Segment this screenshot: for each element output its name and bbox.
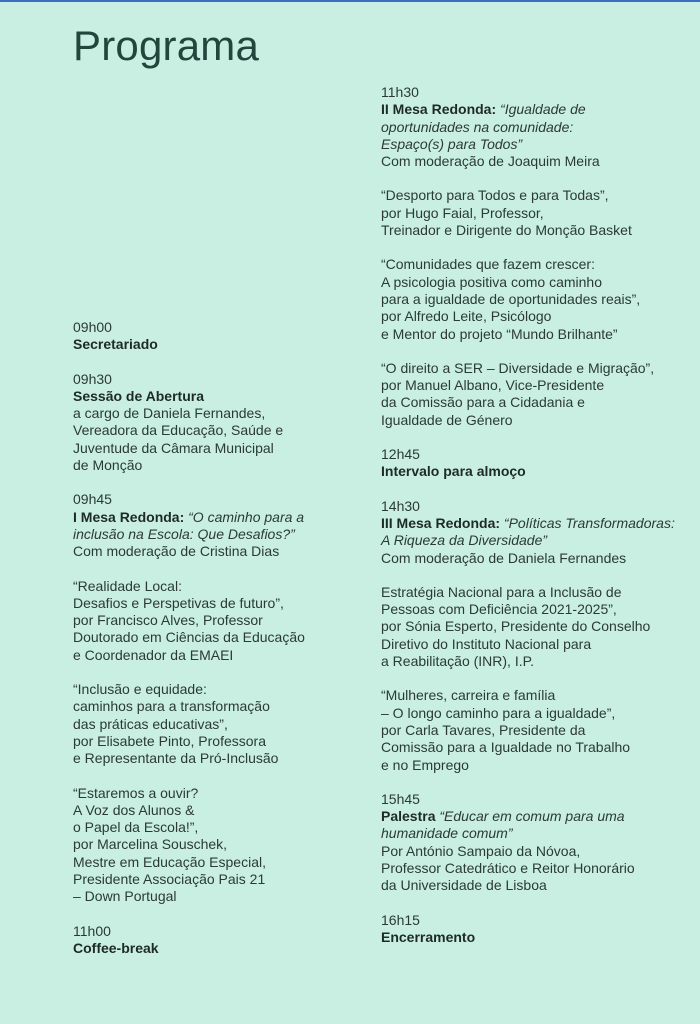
schedule-column-left [73, 319, 358, 974]
talk-line: A psicologia positiva como caminho [381, 273, 603, 290]
talk-line: Igualdade de Género [381, 411, 513, 428]
item-heading-line [73, 509, 358, 526]
item-time: 16h15 [381, 911, 420, 928]
schedule-item [73, 319, 358, 354]
item-time: 14h30 [381, 497, 420, 514]
detail-line: a cargo de Daniela Fernandes, [73, 405, 266, 422]
item-heading: I Mesa Redonda: [73, 508, 185, 525]
talk-item [73, 578, 358, 664]
item-heading: II Mesa Redonda: [381, 101, 497, 118]
schedule-item [73, 923, 358, 958]
item-subtitle: oportunidades na comunidade: [381, 118, 574, 135]
page-title: Programa [73, 22, 260, 69]
talk-line: por Marcelina Souschek, [73, 836, 228, 853]
detail-line: da Universidade de Lisboa [381, 877, 547, 894]
detail-line: Com moderação de Joaquim Meira [381, 153, 600, 170]
talk-line: – O longo caminho para a igualdade”, [381, 704, 616, 721]
detail-line: Com moderação de Cristina Dias [73, 543, 280, 560]
item-time: 09h00 [73, 319, 112, 335]
talk-line: e Representante da Pró-Inclusão [73, 750, 279, 767]
schedule-item [381, 446, 691, 481]
talk-line: Pessoas com Deficiência 2021-2025”, [381, 601, 617, 618]
item-subtitle: Espaço(s) para Todos” [381, 135, 523, 152]
talk-line: e Mentor do projeto “Mundo Brilhante” [381, 325, 618, 342]
detail-line: Professor Catedrático e Reitor Honorário [381, 859, 635, 876]
talk-line: e no Emprego [381, 756, 469, 773]
talk-line: por Manuel Albano, Vice-Presidente [381, 377, 605, 394]
talk-line: “Desporto para Todos e para Todas”, [381, 187, 609, 204]
talk-line: para a igualdade de oportunidades reais”, [381, 290, 641, 307]
talk-line: Desafios e Perspetivas de futuro”, [73, 594, 284, 611]
talk-line: A Voz dos Alunos & [73, 801, 195, 818]
item-subtitle: humanidade comum” [381, 825, 513, 842]
item-heading: Coffee-break [73, 939, 159, 956]
talk-line: “Mulheres, carreira e família [381, 687, 556, 704]
talk-line: da Comissão para a Cidadania e [381, 394, 585, 411]
talk-line: Treinador e Dirigente do Monção Basket [381, 222, 632, 239]
item-details [73, 405, 358, 474]
detail-line: Vereadora da Educação, Saúde e [73, 422, 284, 439]
talk-line: o Papel da Escola!”, [73, 819, 199, 836]
schedule-item [73, 371, 358, 475]
talk-line: por Hugo Faial, Professor, [381, 204, 544, 221]
talk-line: “Inclusão e equidade: [73, 681, 207, 698]
item-heading-line [381, 101, 691, 118]
talk-line: por Francisco Alves, Professor [73, 612, 263, 629]
item-heading: Sessão de Abertura [73, 387, 204, 404]
talk-item [381, 187, 691, 239]
talk-line: por Elisabete Pinto, Professora [73, 732, 266, 749]
schedule-item [73, 491, 358, 560]
talk-line: Diretivo do Instituto Nacional para [381, 635, 592, 652]
item-time: 12h45 [381, 446, 420, 463]
item-heading-line [381, 515, 691, 532]
talk-item [381, 687, 691, 773]
item-time: 15h45 [381, 790, 420, 807]
talk-line: Mestre em Educação Especial, [73, 853, 266, 870]
talk-line: das práticas educativas”, [73, 715, 228, 732]
talk-line: Estratégia Nacional para a Inclusão de [381, 583, 622, 600]
talk-line: Doutorado em Ciências da Educação [73, 629, 305, 646]
talk-line: Comissão para a Igualdade no Trabalho [381, 739, 631, 756]
schedule-column-right [381, 84, 691, 963]
item-heading: Intervalo para almoço [381, 463, 526, 480]
talk-item [381, 360, 691, 429]
item-subtitle: A Riqueza da Diversidade” [381, 532, 548, 549]
talk-line: “Comunidades que fazem crescer: [381, 256, 595, 273]
item-heading: Palestra [381, 808, 436, 825]
detail-line: de Monção [73, 457, 143, 474]
detail-line: Por António Sampaio da Nóvoa, [381, 842, 581, 859]
schedule-item [381, 791, 691, 895]
item-heading: Encerramento [381, 928, 476, 945]
talk-item [73, 785, 358, 906]
item-time: 09h30 [73, 370, 112, 387]
schedule-item [381, 498, 691, 567]
detail-line: Com moderação de Daniela Fernandes [381, 549, 627, 566]
item-subtitle: “Igualdade de [500, 101, 586, 118]
item-heading: III Mesa Redonda: [381, 514, 501, 531]
item-time: 09h45 [73, 491, 112, 508]
talk-line: caminhos para a transformação [73, 698, 270, 715]
talk-item [381, 256, 691, 342]
top-border [0, 0, 700, 2]
item-time: 11h30 [381, 84, 419, 100]
talk-line: a Reabilitação (INR), I.P. [381, 653, 535, 670]
detail-line: Juventude da Câmara Municipal [73, 439, 274, 456]
schedule-item [381, 84, 691, 170]
talk-item [73, 681, 358, 767]
talk-line: “Estaremos a ouvir? [73, 784, 199, 801]
talk-line: por Sónia Esperto, Presidente do Conselho [381, 618, 651, 635]
schedule-item [381, 912, 691, 947]
item-time: 11h00 [73, 922, 111, 939]
item-subtitle: inclusão na Escola: Que Desafios?” [73, 525, 295, 542]
talk-line: por Carla Tavares, Presidente da [381, 721, 586, 738]
item-subtitle: “Educar em comum para uma [439, 808, 625, 825]
item-subtitle: “Políticas Transformadoras: [503, 514, 675, 531]
talk-line: “Realidade Local: [73, 577, 182, 594]
item-heading: Secretariado [73, 336, 158, 353]
talk-line: por Alfredo Leite, Psicólogo [381, 308, 552, 325]
talk-line: – Down Portugal [73, 888, 177, 905]
talk-item [381, 584, 691, 670]
talk-line: Presidente Associação Pais 21 [73, 871, 266, 888]
talk-line: e Coordenador da EMAEI [73, 646, 234, 663]
item-heading-line [381, 808, 691, 825]
item-subtitle: “O caminho para a [188, 508, 305, 525]
talk-line: “O direito a SER – Diversidade e Migração”, [381, 359, 655, 376]
